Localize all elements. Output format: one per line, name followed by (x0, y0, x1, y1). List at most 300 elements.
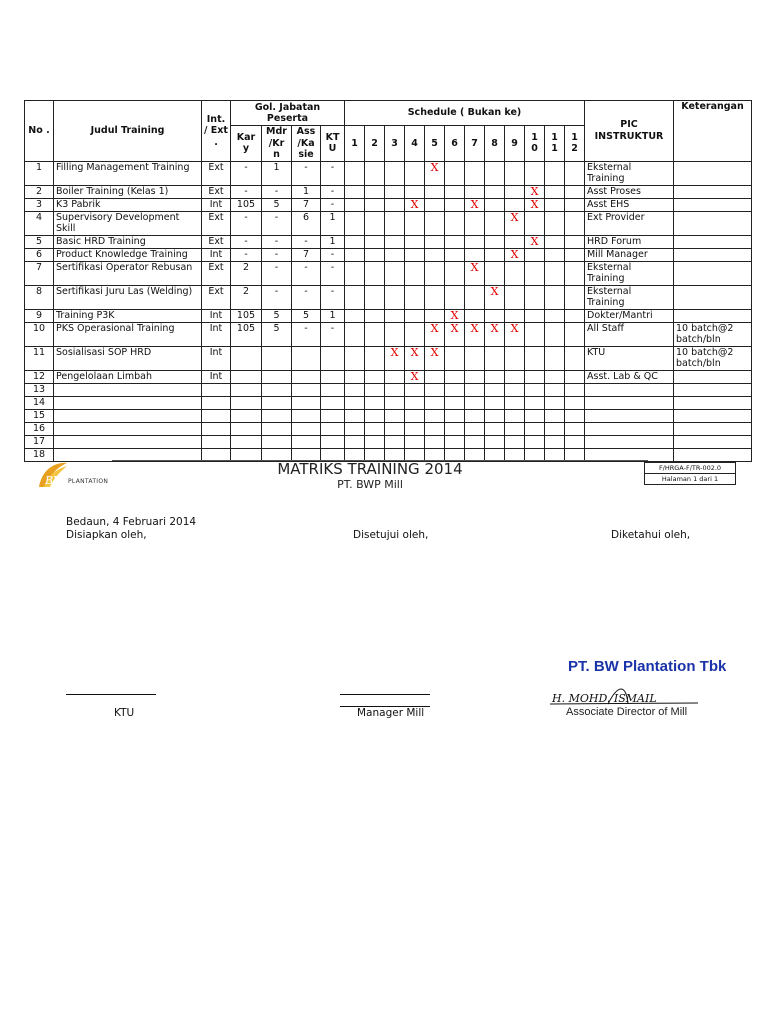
participants-mdr: 5 (262, 198, 292, 211)
schedule-mark: X (385, 346, 405, 370)
schedule-cell (525, 422, 545, 435)
schedule-cell (385, 235, 405, 248)
participants-kary (231, 383, 262, 396)
schedule-cell (405, 161, 425, 185)
training-title: Sertifikasi Juru Las (Welding) (54, 285, 202, 309)
pic-instructor: Ext Provider (585, 211, 674, 235)
table-row (25, 198, 752, 211)
schedule-cell (365, 409, 385, 422)
table-row (25, 435, 752, 448)
participants-kary: 2 (231, 285, 262, 309)
schedule-cell (565, 370, 585, 383)
signatory-manager-mill: Manager Mill (357, 707, 425, 719)
logo-letters: BW (45, 474, 65, 487)
schedule-cell (505, 422, 525, 435)
participants-ktu (321, 435, 345, 448)
schedule-cell (565, 185, 585, 198)
participants-kary: - (231, 185, 262, 198)
col-header-keterangan: Keterangan (674, 101, 752, 162)
schedule-cell (345, 383, 365, 396)
keterangan (674, 235, 752, 248)
schedule-cell (345, 285, 365, 309)
participants-ktu (321, 409, 345, 422)
bw-plantation-logo (36, 460, 70, 490)
schedule-cell (365, 370, 385, 383)
schedule-cell (345, 370, 365, 383)
schedule-cell (445, 383, 465, 396)
schedule-cell (525, 261, 545, 285)
col-header-no: No . (25, 101, 54, 162)
schedule-cell (425, 309, 445, 322)
training-title: Boiler Training (Kelas 1) (54, 185, 202, 198)
schedule-cell (465, 383, 485, 396)
schedule-cell (525, 309, 545, 322)
participants-ass (292, 422, 321, 435)
participants-ktu (321, 422, 345, 435)
row-number: 15 (25, 409, 54, 422)
participants-kary (231, 370, 262, 383)
table-row (25, 309, 752, 322)
col-header-ass: Ass /Ka sie (292, 126, 321, 162)
participants-kary (231, 422, 262, 435)
schedule-cell (565, 346, 585, 370)
schedule-mark: X (525, 198, 545, 211)
schedule-cell (485, 370, 505, 383)
participants-mdr: - (262, 235, 292, 248)
participants-kary: - (231, 161, 262, 185)
schedule-cell (505, 261, 525, 285)
schedule-cell (545, 235, 565, 248)
table-row (25, 322, 752, 346)
col-header-month-11: 1 1 (545, 126, 565, 162)
pic-instructor (585, 409, 674, 422)
keterangan (674, 198, 752, 211)
schedule-cell (545, 285, 565, 309)
keterangan (674, 383, 752, 396)
schedule-cell (505, 435, 525, 448)
schedule-cell (565, 435, 585, 448)
schedule-cell (345, 161, 365, 185)
signature-line-manager (340, 694, 430, 695)
schedule-cell (485, 261, 505, 285)
schedule-cell (365, 161, 385, 185)
participants-mdr (262, 346, 292, 370)
schedule-cell (545, 322, 565, 346)
table-row (25, 285, 752, 309)
participants-mdr (262, 409, 292, 422)
schedule-cell (445, 422, 465, 435)
participants-ktu: - (321, 248, 345, 261)
row-number: 4 (25, 211, 54, 235)
training-title (54, 422, 202, 435)
participants-ass (292, 409, 321, 422)
participants-ktu: 1 (321, 235, 345, 248)
pic-instructor: Dokter/Mantri (585, 309, 674, 322)
schedule-cell (405, 383, 425, 396)
schedule-cell (505, 285, 525, 309)
training-type: Ext (202, 235, 231, 248)
keterangan (674, 185, 752, 198)
schedule-cell (445, 185, 465, 198)
participants-ktu: 1 (321, 211, 345, 235)
schedule-cell (365, 322, 385, 346)
pic-instructor: Eksternal Training (585, 285, 674, 309)
participants-kary: - (231, 248, 262, 261)
participants-ass: - (292, 235, 321, 248)
schedule-cell (405, 211, 425, 235)
schedule-cell (505, 409, 525, 422)
participants-mdr: - (262, 211, 292, 235)
schedule-cell (385, 435, 405, 448)
pic-instructor: Mill Manager (585, 248, 674, 261)
participants-kary: 2 (231, 261, 262, 285)
training-title: Training P3K (54, 309, 202, 322)
schedule-cell (425, 185, 445, 198)
keterangan (674, 161, 752, 185)
schedule-mark: X (505, 211, 525, 235)
participants-mdr: 5 (262, 322, 292, 346)
schedule-cell (505, 396, 525, 409)
participants-ktu (321, 346, 345, 370)
keterangan (674, 211, 752, 235)
training-title: Product Knowledge Training (54, 248, 202, 261)
training-title (54, 409, 202, 422)
participants-ktu: 1 (321, 309, 345, 322)
schedule-cell (565, 235, 585, 248)
schedule-cell (345, 346, 365, 370)
schedule-cell (525, 370, 545, 383)
acknowledged-by-label: Diketahui oleh, (611, 529, 691, 541)
training-type: Int (202, 370, 231, 383)
schedule-cell (545, 198, 565, 211)
row-number: 11 (25, 346, 54, 370)
schedule-cell (385, 409, 405, 422)
participants-kary: - (231, 235, 262, 248)
schedule-cell (465, 248, 485, 261)
schedule-mark: X (505, 322, 525, 346)
schedule-cell (485, 346, 505, 370)
pic-instructor (585, 396, 674, 409)
participants-kary (231, 435, 262, 448)
col-header-pic: PIC INSTRUKTUR (585, 101, 674, 162)
schedule-cell (485, 161, 505, 185)
schedule-cell (545, 346, 565, 370)
schedule-cell (445, 211, 465, 235)
schedule-cell (525, 346, 545, 370)
schedule-cell (365, 422, 385, 435)
schedule-mark: X (525, 235, 545, 248)
participants-ass: - (292, 261, 321, 285)
schedule-cell (485, 396, 505, 409)
schedule-cell (465, 235, 485, 248)
training-matrix-table (24, 100, 752, 462)
schedule-cell (365, 396, 385, 409)
schedule-cell (405, 322, 425, 346)
schedule-cell (545, 383, 565, 396)
schedule-cell (385, 309, 405, 322)
schedule-cell (425, 435, 445, 448)
schedule-cell (425, 409, 445, 422)
schedule-cell (385, 396, 405, 409)
participants-kary (231, 396, 262, 409)
schedule-cell (525, 211, 545, 235)
training-title (54, 435, 202, 448)
participants-ass: 1 (292, 185, 321, 198)
schedule-cell (385, 422, 405, 435)
table-row (25, 422, 752, 435)
participants-ass: - (292, 285, 321, 309)
schedule-cell (365, 261, 385, 285)
schedule-cell (465, 161, 485, 185)
participants-ass (292, 346, 321, 370)
training-title: Basic HRD Training (54, 235, 202, 248)
training-title: Filling Management Training (54, 161, 202, 185)
schedule-cell (465, 435, 485, 448)
schedule-cell (525, 161, 545, 185)
participants-kary (231, 346, 262, 370)
row-number: 14 (25, 396, 54, 409)
schedule-cell (565, 409, 585, 422)
schedule-cell (465, 409, 485, 422)
schedule-mark: X (405, 198, 425, 211)
schedule-cell (465, 211, 485, 235)
schedule-cell (485, 422, 505, 435)
schedule-cell (545, 435, 565, 448)
schedule-cell (525, 248, 545, 261)
keterangan (674, 448, 752, 461)
schedule-cell (385, 285, 405, 309)
participants-mdr: 1 (262, 161, 292, 185)
schedule-cell (525, 285, 545, 309)
training-title: Pengelolaan Limbah (54, 370, 202, 383)
schedule-cell (545, 261, 565, 285)
training-title: K3 Pabrik (54, 198, 202, 211)
schedule-mark: X (445, 322, 465, 346)
participants-ktu: - (321, 322, 345, 346)
table-row (25, 185, 752, 198)
row-number: 5 (25, 235, 54, 248)
schedule-cell (385, 211, 405, 235)
schedule-cell (505, 383, 525, 396)
col-header-month-3: 3 (385, 126, 405, 162)
keterangan (674, 261, 752, 285)
keterangan (674, 409, 752, 422)
schedule-cell (445, 409, 465, 422)
schedule-mark: X (425, 322, 445, 346)
schedule-cell (545, 422, 565, 435)
participants-ass: 7 (292, 248, 321, 261)
training-type (202, 383, 231, 396)
schedule-cell (565, 383, 585, 396)
schedule-cell (345, 422, 365, 435)
participants-ass (292, 370, 321, 383)
schedule-cell (505, 198, 525, 211)
schedule-cell (425, 422, 445, 435)
schedule-cell (545, 185, 565, 198)
participants-kary: - (231, 211, 262, 235)
participants-mdr: - (262, 285, 292, 309)
schedule-cell (425, 396, 445, 409)
schedule-cell (565, 261, 585, 285)
table-row (25, 346, 752, 370)
schedule-cell (405, 261, 425, 285)
schedule-cell (525, 322, 545, 346)
schedule-cell (565, 396, 585, 409)
schedule-cell (385, 370, 405, 383)
table-row (25, 370, 752, 383)
participants-mdr (262, 396, 292, 409)
schedule-cell (525, 409, 545, 422)
training-type (202, 409, 231, 422)
approved-by-label: Disetujui oleh, (353, 529, 429, 541)
row-number: 18 (25, 448, 54, 461)
row-number: 13 (25, 383, 54, 396)
row-number: 12 (25, 370, 54, 383)
schedule-cell (425, 370, 445, 383)
keterangan: 10 batch@2 batch/bln (674, 346, 752, 370)
schedule-cell (445, 435, 465, 448)
participants-kary: 105 (231, 309, 262, 322)
col-header-month-8: 8 (485, 126, 505, 162)
participants-ktu: - (321, 198, 345, 211)
schedule-cell (425, 235, 445, 248)
schedule-cell (385, 383, 405, 396)
row-number: 9 (25, 309, 54, 322)
col-header-schedule: Schedule ( Bukan ke) (345, 101, 585, 126)
schedule-cell (565, 161, 585, 185)
training-type: Int (202, 248, 231, 261)
table-row (25, 383, 752, 396)
schedule-cell (405, 235, 425, 248)
schedule-cell (345, 261, 365, 285)
table-row (25, 261, 752, 285)
pic-instructor: HRD Forum (585, 235, 674, 248)
schedule-cell (485, 409, 505, 422)
row-number: 3 (25, 198, 54, 211)
schedule-cell (465, 396, 485, 409)
col-header-month-1: 1 (345, 126, 365, 162)
schedule-cell (465, 285, 485, 309)
schedule-cell (525, 396, 545, 409)
schedule-cell (365, 383, 385, 396)
schedule-cell (385, 198, 405, 211)
participants-mdr: - (262, 248, 292, 261)
schedule-cell (405, 285, 425, 309)
schedule-cell (545, 161, 565, 185)
row-number: 2 (25, 185, 54, 198)
pic-instructor (585, 383, 674, 396)
training-rows (25, 161, 752, 461)
schedule-cell (405, 435, 425, 448)
col-header-mdr: Mdr /Kr n (262, 126, 292, 162)
schedule-cell (405, 396, 425, 409)
schedule-cell (485, 198, 505, 211)
participants-ktu: - (321, 185, 345, 198)
participants-kary: 105 (231, 322, 262, 346)
table-row (25, 211, 752, 235)
row-number: 8 (25, 285, 54, 309)
schedule-cell (445, 396, 465, 409)
table-row (25, 409, 752, 422)
schedule-cell (505, 370, 525, 383)
schedule-cell (465, 422, 485, 435)
training-title (54, 396, 202, 409)
schedule-cell (345, 248, 365, 261)
schedule-cell (485, 383, 505, 396)
participants-mdr (262, 370, 292, 383)
document-subtitle: PT. BWP Mill (337, 478, 403, 491)
keterangan (674, 370, 752, 383)
schedule-cell (345, 309, 365, 322)
schedule-cell (345, 185, 365, 198)
participants-ass: 6 (292, 211, 321, 235)
col-header-month-2: 2 (365, 126, 385, 162)
schedule-cell (405, 409, 425, 422)
col-header-judul: Judul Training (54, 101, 202, 162)
schedule-cell (545, 309, 565, 322)
keterangan (674, 309, 752, 322)
schedule-cell (345, 198, 365, 211)
schedule-cell (385, 185, 405, 198)
training-title: Supervisory Development Skill (54, 211, 202, 235)
schedule-cell (345, 409, 365, 422)
row-number: 6 (25, 248, 54, 261)
col-header-gol-jabatan: Gol. Jabatan Peserta (231, 101, 345, 126)
keterangan (674, 248, 752, 261)
schedule-cell (565, 211, 585, 235)
table-row (25, 396, 752, 409)
signatory-director: Associate Director of Mill (566, 706, 688, 718)
schedule-cell (385, 161, 405, 185)
participants-ass (292, 396, 321, 409)
col-header-month-5: 5 (425, 126, 445, 162)
training-type (202, 435, 231, 448)
schedule-cell (345, 322, 365, 346)
keterangan (674, 422, 752, 435)
schedule-cell (505, 309, 525, 322)
signatory-ktu: KTU (114, 707, 135, 719)
schedule-mark: X (485, 285, 505, 309)
participants-mdr (262, 383, 292, 396)
table-row (25, 161, 752, 185)
table-row (25, 235, 752, 248)
col-header-month-4: 4 (405, 126, 425, 162)
logo-caption: PLANTATION (68, 478, 109, 485)
schedule-cell (445, 346, 465, 370)
pic-instructor: KTU (585, 346, 674, 370)
schedule-cell (365, 235, 385, 248)
keterangan (674, 396, 752, 409)
schedule-cell (545, 248, 565, 261)
participants-ass: - (292, 322, 321, 346)
participants-mdr: - (262, 261, 292, 285)
col-header-month-9: 9 (505, 126, 525, 162)
col-header-month-7: 7 (465, 126, 485, 162)
prepared-by-label: Disiapkan oleh, (66, 529, 147, 541)
participants-ass (292, 383, 321, 396)
schedule-cell (505, 346, 525, 370)
schedule-mark: X (465, 261, 485, 285)
place-date: Bedaun, 4 Februari 2014 (66, 516, 197, 528)
schedule-cell (465, 370, 485, 383)
schedule-cell (365, 309, 385, 322)
schedule-cell (485, 211, 505, 235)
schedule-cell (565, 248, 585, 261)
participants-ass: 5 (292, 309, 321, 322)
training-type (202, 396, 231, 409)
schedule-cell (385, 248, 405, 261)
col-header-ktu: KT U (321, 126, 345, 162)
